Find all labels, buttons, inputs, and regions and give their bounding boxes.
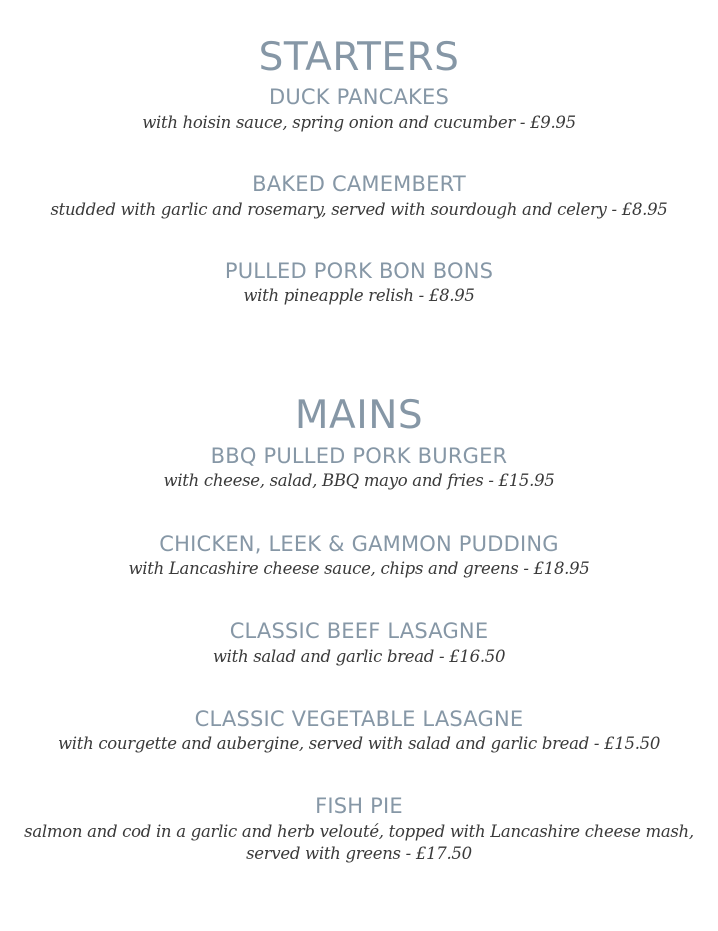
menu-item-desc-pulled-pork-bon-bons: with pineapple relish - £8.95 [243, 286, 475, 305]
menu-item-desc-classic-beef-lasagne: with salad and garlic bread - £16.50 [212, 647, 506, 666]
menu-item-desc-duck-pancakes: with hoisin sauce, spring onion and cucumber - £9.95 [142, 113, 576, 132]
menu-item-name-duck-pancakes: DUCK PANCAKES [268, 85, 450, 109]
menu-item-name-baked-camembert: BAKED CAMEMBERT [252, 172, 466, 196]
menu-item-desc-baked-camembert: studded with garlic and rosemary, served with sourdough and celery - £8.95 [50, 200, 668, 219]
menu-item-name-classic-beef-lasagne: CLASSIC BEEF LASAGNE [229, 619, 489, 643]
menu-item-desc-fish-pie-line2: served with greens - £17.50 [246, 844, 472, 863]
menu-item-name-bbq-pulled-pork-burger: BBQ PULLED PORK BURGER [210, 444, 508, 468]
menu-item-name-fish-pie: FISH PIE [315, 794, 403, 818]
menu-item-name-classic-vegetable-lasagne: CLASSIC VEGETABLE LASAGNE [194, 707, 524, 731]
menu-item-name-chicken-leek-gammon-pudding: CHICKEN, LEEK & GAMMON PUDDING [159, 532, 559, 556]
menu-item-desc-classic-vegetable-lasagne: with courgette and aubergine, served with salad and garlic bread - £15.50 [57, 734, 661, 753]
mains-heading: MAINS [294, 393, 424, 438]
menu-item-name-pulled-pork-bon-bons: PULLED PORK BON BONS [224, 259, 494, 283]
starters-heading: STARTERS [258, 35, 460, 80]
menu-item-desc-chicken-leek-gammon-pudding: with Lancashire cheese sauce, chips and greens - £18.95 [128, 559, 590, 578]
menu-item-desc-bbq-pulled-pork-burger: with cheese, salad, BBQ mayo and fries - £15.95 [163, 471, 555, 490]
menu-item-desc-fish-pie-line1: salmon and cod in a garlic and herb velouté, topped with Lancashire cheese mash, [24, 822, 694, 841]
